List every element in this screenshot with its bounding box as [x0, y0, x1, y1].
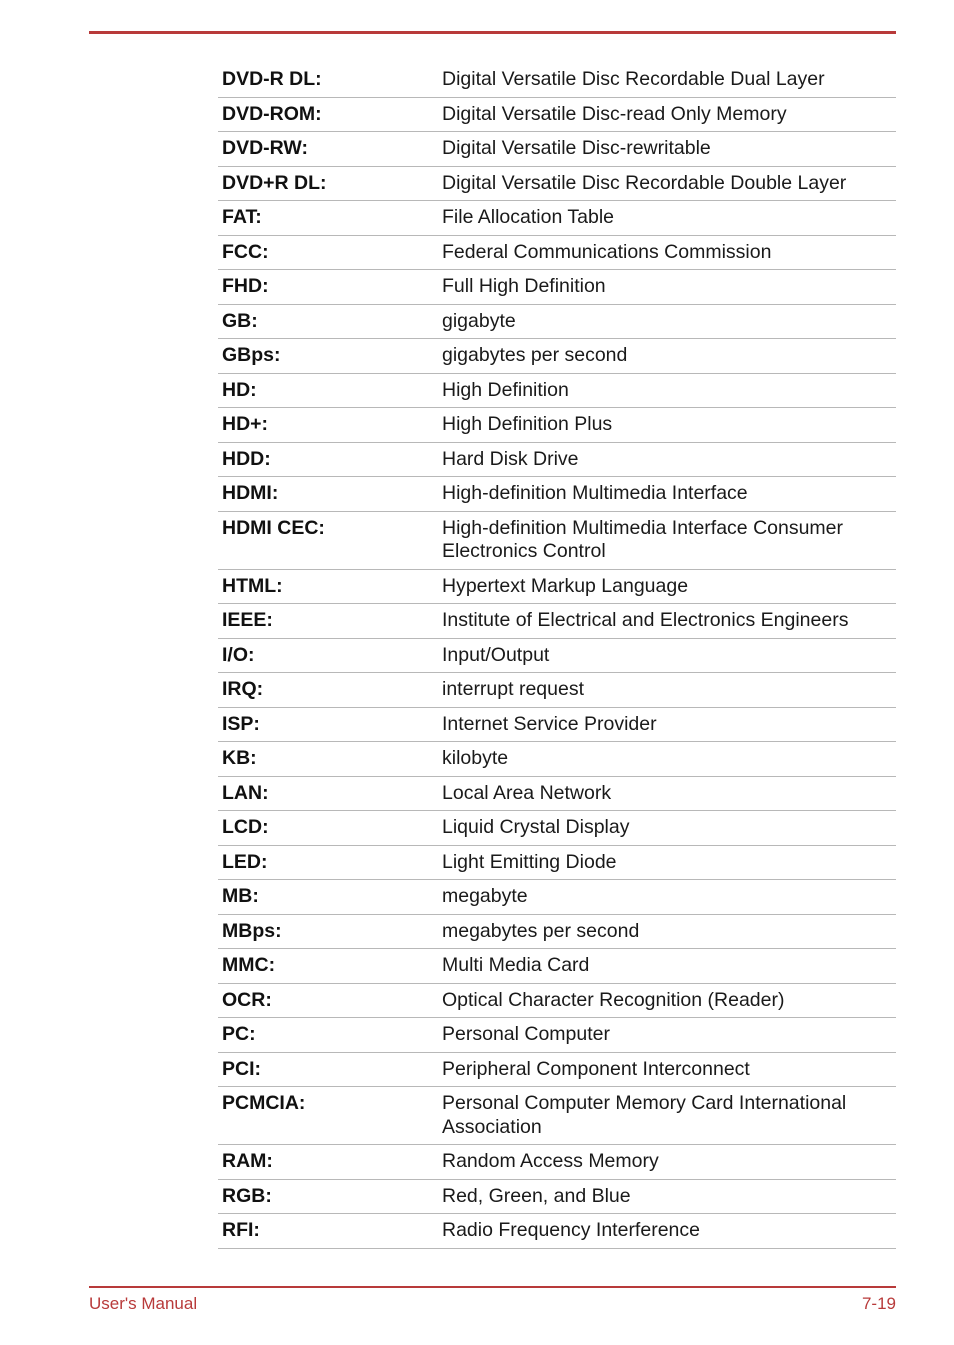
- glossary-definition: Digital Versatile Disc Recordable Dual Layer: [442, 68, 825, 90]
- glossary-row: [218, 777, 896, 812]
- glossary-definition: Digital Versatile Disc-rewritable: [442, 137, 711, 159]
- glossary-term: IRQ:: [222, 678, 264, 700]
- glossary-row: [218, 374, 896, 409]
- glossary-definition: Local Area Network: [442, 781, 612, 804]
- glossary-term: HDD:: [222, 447, 271, 470]
- footer-page-number: 7-19: [861, 1294, 896, 1313]
- glossary-row: [218, 443, 896, 478]
- glossary-term: LED:: [222, 850, 268, 873]
- glossary-row: [218, 1145, 896, 1180]
- glossary-definition: Personal Computer: [442, 1023, 610, 1045]
- glossary-definition: High Definition: [442, 378, 569, 401]
- glossary-term: ISP:: [222, 712, 260, 735]
- glossary-term: I/O:: [222, 643, 255, 666]
- glossary-definition: Digital Versatile Disc-read Only Memory: [442, 102, 787, 125]
- glossary-definition: Federal Communications Commission: [442, 240, 772, 263]
- glossary-term: HD:: [222, 378, 257, 401]
- glossary-term: FAT:: [222, 206, 262, 228]
- glossary-row: [218, 270, 896, 305]
- glossary-row: [218, 512, 896, 570]
- glossary-definition: Random Access Memory: [442, 1150, 659, 1172]
- glossary-row: [218, 63, 896, 98]
- glossary-definition: Liquid Crystal Display: [442, 816, 630, 838]
- glossary-term: FHD:: [222, 275, 269, 297]
- glossary-definition: interrupt request: [442, 678, 584, 700]
- glossary-row: [218, 1214, 896, 1249]
- glossary-definition: megabyte: [442, 885, 528, 907]
- glossary-row: [218, 708, 896, 743]
- glossary-definition: File Allocation Table: [442, 206, 614, 228]
- glossary-row: [218, 915, 896, 950]
- glossary-row: [218, 604, 896, 639]
- glossary-row: [218, 201, 896, 236]
- glossary-row: [218, 339, 896, 374]
- glossary-term: HDMI CEC:: [222, 516, 325, 539]
- glossary-term: RFI:: [222, 1219, 260, 1241]
- glossary-row: [218, 98, 896, 133]
- glossary-definition: Personal Computer Memory Card International Association: [442, 1092, 847, 1138]
- glossary-row: [218, 673, 896, 708]
- glossary-definition: kilobyte: [442, 747, 509, 769]
- glossary-definition: Radio Frequency Interference: [442, 1219, 700, 1241]
- glossary-term: HDMI:: [222, 482, 279, 504]
- glossary-definition: Input/Output: [442, 643, 550, 666]
- glossary-row: [218, 742, 896, 777]
- glossary-definition: Full High Definition: [442, 275, 606, 297]
- glossary-row: [218, 1053, 896, 1088]
- glossary-definition: High-definition Multimedia Interface Consumer Electronics Control: [442, 516, 844, 562]
- glossary-row: [218, 811, 896, 846]
- glossary-row: [218, 408, 896, 443]
- glossary-term: LCD:: [222, 816, 269, 838]
- glossary-term: DVD+R DL:: [222, 171, 327, 194]
- glossary-term: PC:: [222, 1023, 256, 1045]
- glossary-row: [218, 639, 896, 674]
- glossary-term: PCI:: [222, 1057, 261, 1080]
- glossary-term: FCC:: [222, 240, 269, 263]
- footer-manual-title: User's Manual: [89, 1294, 198, 1313]
- glossary-term: MMC:: [222, 954, 276, 976]
- glossary-definition: gigabytes per second: [442, 344, 628, 366]
- glossary-term: LAN:: [222, 781, 269, 804]
- glossary-definition: Optical Character Recognition (Reader): [442, 988, 785, 1011]
- glossary-definition: Light Emitting Diode: [442, 850, 617, 873]
- glossary-definition: Institute of Electrical and Electronics Engineers: [442, 609, 849, 631]
- glossary-term: MB:: [222, 885, 259, 907]
- glossary-term: KB:: [222, 747, 257, 769]
- glossary-definition: High Definition Plus: [442, 413, 613, 435]
- footer-rule: [89, 1286, 896, 1288]
- glossary-row: [218, 1087, 896, 1145]
- glossary-definition: megabytes per second: [442, 919, 640, 942]
- glossary-definition: Digital Versatile Disc Recordable Double Layer: [442, 171, 847, 194]
- glossary-row: [218, 984, 896, 1019]
- header-rule: [89, 31, 896, 34]
- glossary-definition: Hard Disk Drive: [442, 447, 579, 470]
- glossary-term: DVD-ROM:: [222, 102, 322, 125]
- glossary-definition: Hypertext Markup Language: [442, 574, 689, 597]
- glossary-row: [218, 570, 896, 605]
- glossary-term: IEEE:: [222, 609, 273, 631]
- glossary-row: [218, 236, 896, 271]
- glossary-row: [218, 949, 896, 984]
- glossary-row: [218, 1180, 896, 1215]
- glossary-term: DVD-R DL:: [222, 68, 322, 90]
- glossary-row: [218, 477, 896, 512]
- glossary-term: MBps:: [222, 919, 282, 942]
- glossary-table: [218, 63, 896, 1249]
- glossary-term: DVD-RW:: [222, 137, 308, 159]
- glossary-row: [218, 1018, 896, 1053]
- glossary-term: RAM:: [222, 1150, 273, 1172]
- glossary-definition: Internet Service Provider: [442, 712, 657, 735]
- glossary-term: GB:: [222, 309, 258, 332]
- glossary-definition: Red, Green, and Blue: [442, 1184, 631, 1207]
- glossary-row: [218, 167, 896, 202]
- glossary-term: HTML:: [222, 574, 283, 597]
- glossary-row: [218, 132, 896, 167]
- glossary-term: OCR:: [222, 988, 272, 1011]
- glossary-definition: High-definition Multimedia Interface: [442, 482, 748, 504]
- glossary-definition: Peripheral Component Interconnect: [442, 1057, 750, 1080]
- glossary-row: [218, 305, 896, 340]
- glossary-row: [218, 846, 896, 881]
- glossary-term: HD+:: [222, 413, 269, 435]
- glossary-definition: gigabyte: [442, 309, 516, 332]
- glossary-term: RGB:: [222, 1184, 272, 1207]
- glossary-term: GBps:: [222, 344, 281, 366]
- glossary-definition: Multi Media Card: [442, 954, 590, 976]
- glossary-row: [218, 880, 896, 915]
- glossary-term: PCMCIA:: [222, 1092, 306, 1114]
